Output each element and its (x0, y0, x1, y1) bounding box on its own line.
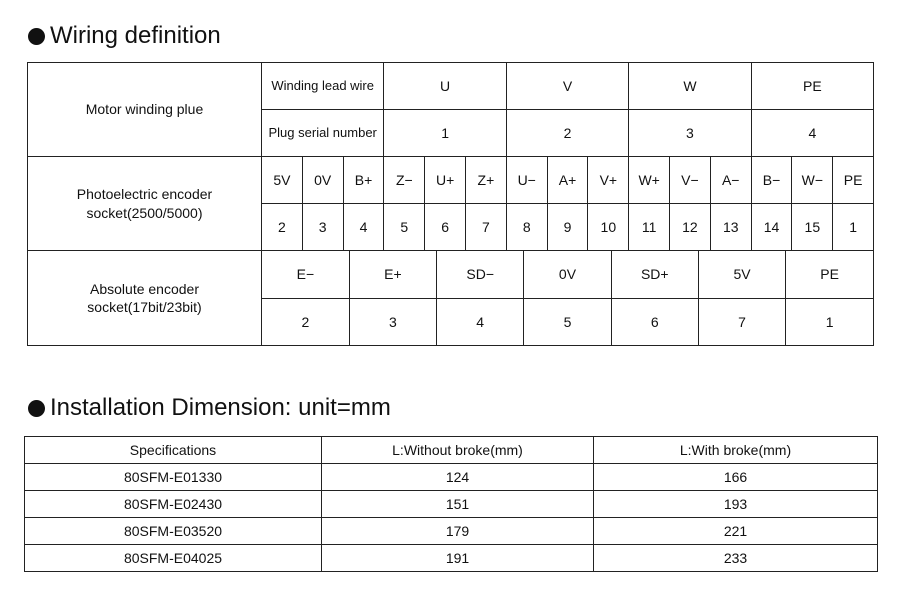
photoelectric-pin-cell: 5 (384, 204, 425, 251)
dimension-heading-text: Installation Dimension: unit=mm (50, 394, 391, 421)
absolute-signal-cell: SD− (437, 251, 524, 298)
table-row (25, 518, 878, 545)
lead-wire-label: Winding lead wire (262, 63, 384, 110)
photoelectric-pin-cell: 13 (710, 204, 751, 251)
dimension-cell: 193 (594, 491, 878, 518)
lead-wire-cell: U (384, 63, 506, 110)
plug-number-cell: 2 (506, 110, 628, 157)
absolute-signal-cell: E+ (349, 251, 436, 298)
plug-number-cell: 1 (384, 110, 506, 157)
photoelectric-signal-cell: W− (792, 157, 833, 204)
dimension-cell: 80SFM-E01330 (25, 464, 322, 491)
photoelectric-signal-cell: V− (670, 157, 711, 204)
absolute-label-line1: Absolute encoder (90, 280, 199, 297)
absolute-signal-cell: 0V (524, 251, 611, 298)
dimension-cell: 124 (322, 464, 594, 491)
absolute-pin-cell: 6 (611, 298, 698, 345)
dimension-cell: 179 (322, 518, 594, 545)
photoelectric-signal-cell: B− (751, 157, 792, 204)
absolute-signals-row (262, 251, 873, 298)
absolute-signal-cell: PE (786, 251, 873, 298)
photoelectric-pin-cell: 7 (466, 204, 507, 251)
photoelectric-pin-cell: 14 (751, 204, 792, 251)
photoelectric-signal-cell: U+ (425, 157, 466, 204)
photoelectric-pin-cell: 2 (262, 204, 303, 251)
photoelectric-signal-cell: PE (833, 157, 874, 204)
dimension-cell: 221 (594, 518, 878, 545)
dimension-header-row (25, 437, 878, 464)
photoelectric-signal-cell: U− (506, 157, 547, 204)
absolute-pin-cell: 1 (786, 298, 873, 345)
photoelectric-signal-cell: A+ (547, 157, 588, 204)
photoelectric-signal-cell: Z− (384, 157, 425, 204)
absolute-label-line2: socket(17bit/23bit) (87, 299, 202, 315)
dimension-cell: 80SFM-E02430 (25, 491, 322, 518)
dimension-header-cell: Specifications (25, 437, 322, 464)
dimension-cell: 191 (322, 545, 594, 572)
photoelectric-signal-cell: 0V (302, 157, 343, 204)
absolute-label (28, 251, 262, 346)
plug-label: Plug serial number (262, 110, 384, 157)
bullet-icon (28, 28, 45, 45)
photoelectric-signal-cell: V+ (588, 157, 629, 204)
absolute-pin-cell: 7 (698, 298, 785, 345)
table-row (25, 491, 878, 518)
plug-number-cell: 4 (751, 110, 873, 157)
wiring-heading (28, 22, 221, 50)
photoelectric-pin-cell: 4 (343, 204, 384, 251)
photoelectric-label-line1: Photoelectric encoder (76, 186, 213, 203)
dimension-cell: 151 (322, 491, 594, 518)
dimension-cell: 80SFM-E03520 (25, 518, 322, 545)
photoelectric-label-line2: socket(2500/5000) (86, 204, 203, 221)
dimension-heading (28, 394, 391, 422)
photoelectric-signal-cell: 5V (262, 157, 303, 204)
dimension-header-cell: L:With broke(mm) (594, 437, 878, 464)
absolute-pin-cell: 4 (437, 298, 524, 345)
absolute-grid (262, 251, 874, 346)
photoelectric-pin-cell: 1 (833, 204, 874, 251)
absolute-pin-cell: 3 (349, 298, 436, 345)
photoelectric-pin-cell: 15 (792, 204, 833, 251)
dimension-cell: 80SFM-E04025 (25, 545, 322, 572)
photoelectric-pin-cell: 10 (588, 204, 629, 251)
table-row (25, 464, 878, 491)
photoelectric-pin-cell: 8 (506, 204, 547, 251)
absolute-signal-cell: 5V (698, 251, 785, 298)
photoelectric-label (28, 157, 262, 251)
photoelectric-pin-cell: 12 (670, 204, 711, 251)
plug-number-cell: 3 (629, 110, 751, 157)
lead-wire-cell: W (629, 63, 751, 110)
absolute-pin-cell: 5 (524, 298, 611, 345)
wiring-heading-text: Wiring definition (50, 22, 221, 49)
wiring-table (27, 62, 874, 346)
photoelectric-pin-cell: 3 (302, 204, 343, 251)
table-row (25, 545, 878, 572)
photoelectric-signal-row (28, 157, 874, 204)
motor-lead-row (28, 63, 874, 110)
photoelectric-pin-cell: 6 (425, 204, 466, 251)
absolute-signal-cell: E− (262, 251, 349, 298)
photoelectric-signal-cell: B+ (343, 157, 384, 204)
lead-wire-cell: V (506, 63, 628, 110)
dimension-table (24, 436, 878, 572)
photoelectric-pin-cell: 9 (547, 204, 588, 251)
photoelectric-signal-cell: W+ (629, 157, 670, 204)
bullet-icon (28, 400, 45, 417)
dimension-cell: 166 (594, 464, 878, 491)
dimension-header-cell: L:Without broke(mm) (322, 437, 594, 464)
absolute-pins-row (262, 298, 873, 345)
lead-wire-cell: PE (751, 63, 873, 110)
photoelectric-pin-cell: 11 (629, 204, 670, 251)
motor-label: Motor winding plue (28, 63, 262, 157)
absolute-signal-cell: SD+ (611, 251, 698, 298)
absolute-row (28, 251, 874, 346)
photoelectric-signal-cell: Z+ (466, 157, 507, 204)
dimension-cell: 233 (594, 545, 878, 572)
absolute-pin-cell: 2 (262, 298, 349, 345)
absolute-subtable (262, 251, 873, 345)
photoelectric-signal-cell: A− (710, 157, 751, 204)
